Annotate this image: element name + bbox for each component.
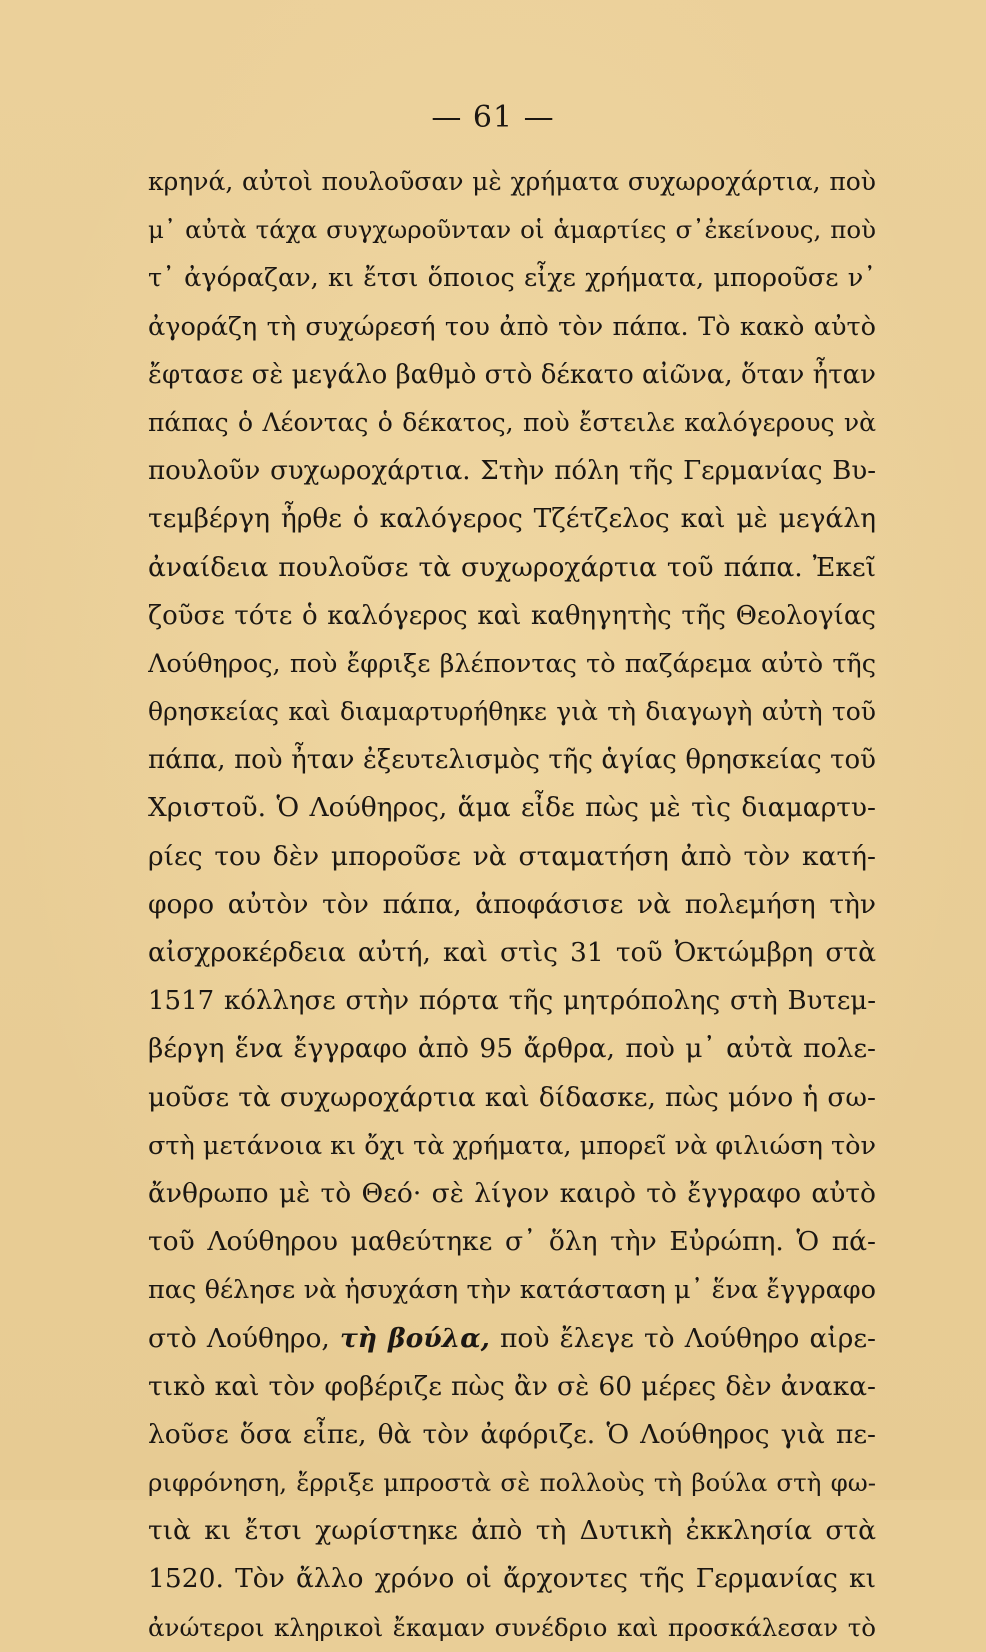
text-line: ριφρόνηση, ἔρριξε μπροστὰ σὲ πολλοὺς τὴ βούλα στὴ φω- [148, 1468, 876, 1498]
text-line: τοῦ Λούθηρου μαθεύτηκε σ᾿ ὅλη τὴν Εὐρώπη. Ὁ πά- [148, 1226, 876, 1258]
text-line: 1517 κόλλησε στὴν πόρτα τῆς μητρόπολης στὴ Βυτεμ- [148, 986, 876, 1017]
text-segment: στὸ Λούθηρο, [148, 1322, 340, 1354]
text-line: πας θέλησε νὰ ἡσυχάση τὴν κατάσταση μ᾿ ἕνα ἔγγραφο [148, 1275, 876, 1306]
text-line: αἰσχροκέρδεια αὐτή, καὶ στὶς 31 τοῦ Ὀκτώμβρη στὰ [148, 937, 876, 968]
text-line: μοῦσε τὰ συχωροχάρτια καὶ δίδασκε, πὼς μόνο ἡ σω- [148, 1081, 876, 1113]
text-line: ἀναίδεια πουλοῦσε τὰ συχωροχάρτια τοῦ πάπα. Ἐκεῖ [148, 551, 876, 583]
page-number: — 61 — [431, 100, 555, 135]
text-line: πάπας ὁ Λέοντας ὁ δέκατος, ποὺ ἔστειλε καλόγερους νὰ [148, 407, 876, 437]
text-line: κρηνά, αὐτοὶ πουλοῦσαν μὲ χρήματα συχωροχάρτια, ποὺ [148, 167, 876, 196]
text-line: Χριστοῦ. Ὁ Λούθηρος, ἅμα εἶδε πὼς μὲ τὶς διαμαρτυ- [148, 792, 876, 824]
text-line: μ᾿ αὐτὰ τάχα συγχωροῦνταν οἱ ἁμαρτίες σ᾿ἐκείνους, ποὺ [148, 215, 876, 245]
text-line: φορο αὐτὸν τὸν πάπα, ἀποφάσισε νὰ πολεμήση τὴν [148, 888, 876, 920]
text-line: πάπα, ποὺ ἦταν ἐξευτελισμὸς τῆς ἁγίας θρησκείας τοῦ [148, 745, 876, 776]
text-line: τ᾿ ἀγόραζαν, κι ἔτσι ὅποιος εἶχε χρήματα, μποροῦσε ν᾿ [148, 263, 876, 294]
text-line: βέργη ἕνα ἔγγραφο ἀπὸ 95 ἄρθρα, ποὺ μ᾿ αὐτὰ πολε- [148, 1033, 876, 1065]
text-line: ἀγοράζη τὴ συχώρεσή του ἀπὸ τὸν πάπα. Τὸ κακὸ αὐτὸ [148, 311, 876, 342]
text-line: τεμβέργη ἦρθε ὁ καλόγερος Τζέτζελος καὶ μὲ μεγάλη [148, 503, 876, 535]
text-line: 1520. Τὸν ἄλλο χρόνο οἱ ἄρχοντες τῆς Γερμανίας κι [148, 1563, 876, 1595]
text-line: Λούθηρος, ποὺ ἔφριξε βλέποντας τὸ παζάρεμα αὐτὸ τῆς [148, 648, 876, 679]
body-text [148, 158, 876, 1652]
text-line-with-emphasis [148, 1315, 876, 1363]
text-line: ἄνθρωπο μὲ τὸ Θεό· σὲ λίγον καιρὸ τὸ ἔγγραφο αὐτὸ [148, 1177, 876, 1209]
text-line: ρίες του δὲν μποροῦσε νὰ σταματήση ἀπὸ τὸν κατή- [148, 840, 876, 872]
text-line: τικὸ καὶ τὸν φοβέριζε πὼς ἂν σὲ 60 μέρες δὲν ἀνακα- [148, 1370, 876, 1402]
text-line: πουλοῦν συχωροχάρτια. Στὴν πόλη τῆς Γερμανίας Βυ- [148, 456, 876, 487]
text-line: θρησκείας καὶ διαμαρτυρήθηκε γιὰ τὴ διαγωγὴ αὐτὴ τοῦ [148, 697, 876, 727]
text-segment: ποὺ ἔλεγε τὸ Λούθηρο αἱρε- [489, 1322, 876, 1354]
text-line: ἀνώτεροι κληρικοὶ ἔκαμαν συνέδριο καὶ προσκάλεσαν τὸ [148, 1612, 876, 1642]
emphasized-term: τὴ βούλα, [339, 1322, 490, 1354]
text-line: ἔφτασε σὲ μεγάλο βαθμὸ στὸ δέκατο αἰῶνα, ὅταν ἦταν [148, 359, 876, 390]
text-line: στὴ μετάνοια κι ὄχι τὰ χρήματα, μπορεῖ νὰ φιλιώση τὸν [148, 1130, 876, 1161]
text-line: ζοῦσε τότε ὁ καλόγερος καὶ καθηγητὴς τῆς Θεολογίας [148, 600, 876, 631]
text-line: λοῦσε ὅσα εἶπε, θὰ τὸν ἀφόριζε. Ὁ Λούθηρος γιὰ πε- [148, 1418, 876, 1450]
text-line: τιὰ κι ἔτσι χωρίστηκε ἀπὸ τὴ Δυτικὴ ἐκκλησία στὰ [148, 1515, 876, 1547]
